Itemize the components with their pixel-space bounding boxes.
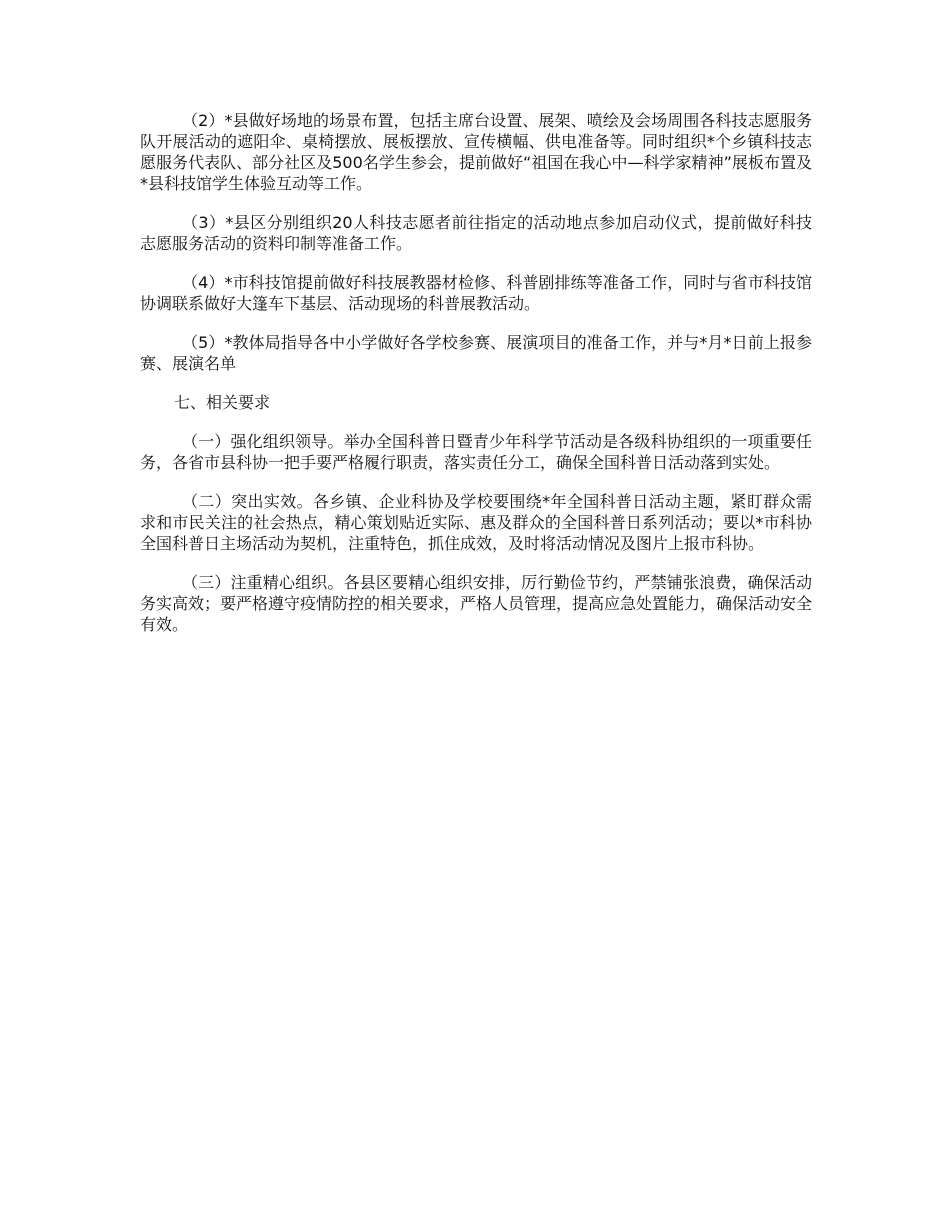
document-page xyxy=(140,110,812,653)
paragraph-item-3: （3）*县区分别组织20人科技志愿者前往指定的活动地点参加启动仪式，提前做好科技志愿服务活动的资料印制等准备工作。 xyxy=(140,213,812,253)
requirement-3: （三）注重精心组织。各县区要精心组织安排，厉行勤俭节约，严禁铺张浪费，确保活动务实高效；要严格遵守疫情防控的相关要求，严格人员管理，提高应急处置能力，确保活动安全有效。 xyxy=(140,573,813,634)
section-heading: 七、相关要求 xyxy=(174,393,271,412)
paragraph-item-5: （5）*教体局指导各中小学做好各学校参赛、展演项目的准备工作，并与*月*日前上报参赛、展演名单 xyxy=(140,333,812,373)
requirement-1: （一）强化组织领导。举办全国科普日暨青少年科学节活动是各级科协组织的一项重要任务，各省市县科协一把手要严格履行职责，落实责任分工，确保全国科普日活动落到实处。 xyxy=(140,432,812,472)
paragraph-item-2: （2）*县做好场地的场景布置，包括主席台设置、展架、喷绘及会场周围各科技志愿服务队开展活动的遮阳伞、桌椅摆放、展板摆放、宣传横幅、供电准备等。同时组织*个乡镇科技志愿服务代表队、部分社区及500名学生参会，提前做好“祖国在我心中—科学家精神”展板布置及*县科技馆学生体验互动等工作。 xyxy=(140,111,812,193)
requirement-2: （二）突出实效。各乡镇、企业科协及学校要围绕*年全国科普日活动主题，紧盯群众需求和市民关注的社会热点，精心策划贴近实际、惠及群众的全国科普日系列活动；要以*市科协全国科普日主场活动为契机，注重特色，抓住成效，及时将活动情况及图片上报市科协。 xyxy=(140,492,812,553)
paragraph-item-4: （4）*市科技馆提前做好科技展教器材检修、科普剧排练等准备工作，同时与省市科技馆协调联系做好大篷车下基层、活动现场的科普展教活动。 xyxy=(140,273,812,313)
